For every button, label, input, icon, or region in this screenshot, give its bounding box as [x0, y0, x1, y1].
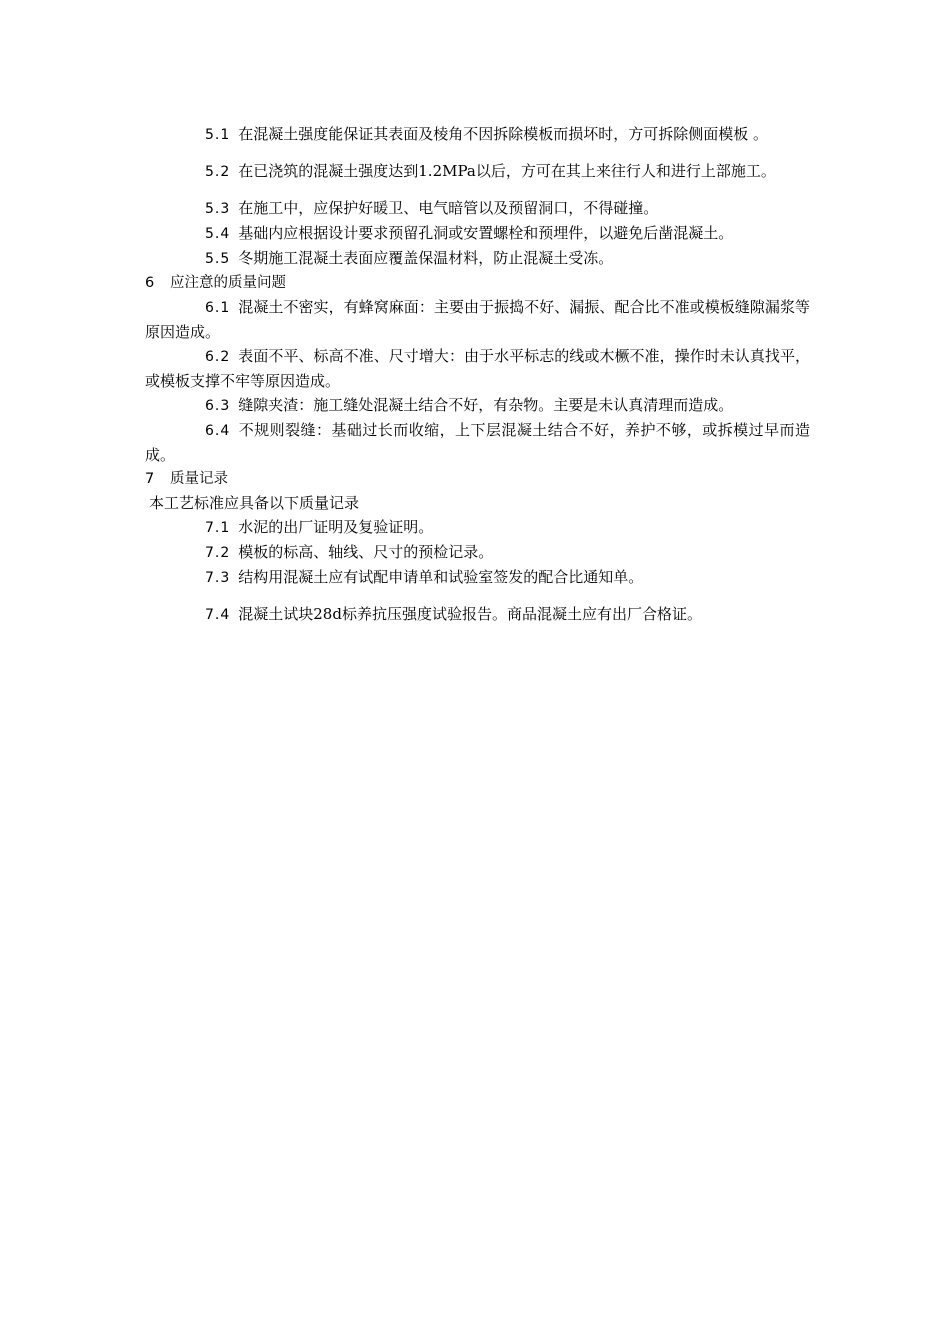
clause-7-1	[145, 515, 810, 540]
clause-number: 7.3	[205, 570, 231, 586]
clause-text: 缝隙夹渣：施工缝处混凝土结合不好，有杂物。主要是未认真清理而造成。	[238, 396, 734, 414]
clause-number: 6.2	[205, 349, 231, 365]
clause-number: 5.2	[205, 164, 231, 180]
clause-text: 混凝土不密实，有蜂窝麻面：主要由于振捣不好、漏振、配合比不准或模板缝隙漏浆等原因造成。	[145, 298, 810, 341]
clause-number: 5.4	[205, 226, 231, 242]
clause-text: 基础内应根据设计要求预留孔洞或安置螺栓和预埋件，以避免后凿混凝土。	[238, 224, 734, 242]
document-body	[145, 122, 810, 627]
clause-6-3	[145, 393, 810, 418]
clause-6-2	[145, 344, 810, 393]
clause-number: 5.3	[205, 201, 231, 217]
section-title: 质量记录	[170, 471, 228, 487]
clause-7-4	[145, 602, 810, 627]
clause-text: 水泥的出厂证明及复验证明。	[238, 518, 434, 536]
clause-5-4	[145, 221, 810, 246]
section-number: 6	[145, 275, 155, 291]
clause-5-2	[145, 159, 810, 184]
clause-6-4	[145, 418, 810, 467]
section-6-heading	[145, 271, 810, 295]
clause-text: 在施工中，应保护好暖卫、电气暗管以及预留洞口，不得碰撞。	[238, 199, 659, 217]
clause-number: 7.1	[205, 520, 231, 536]
clause-number: 5.5	[205, 251, 231, 267]
clause-text: 混凝土试块28d标养抗压强度试验报告。商品混凝土应有出厂合格证。	[238, 605, 702, 623]
clause-5-3	[145, 196, 810, 221]
clause-number: 7.2	[205, 545, 231, 561]
section-number: 7	[145, 471, 155, 487]
clause-number: 6.1	[205, 300, 231, 316]
clause-number: 5.1	[205, 127, 231, 143]
clause-6-1	[145, 295, 810, 344]
clause-text: 不规则裂缝：基础过长而收缩，上下层混凝土结合不好，养护不够，或拆模过早而造成。	[145, 421, 810, 464]
clause-text: 模板的标高、轴线、尺寸的预检记录。	[238, 543, 494, 561]
clause-number: 7.4	[205, 607, 231, 623]
clause-7-3	[145, 565, 810, 590]
section-7-intro: 本工艺标准应具备以下质量记录	[149, 494, 360, 512]
clause-text: 在混凝土强度能保证其表面及棱角不因拆除模板而损坏时，方可拆除侧面模板 。	[238, 125, 769, 143]
clause-text: 表面不平、标高不准、尺寸增大：由于水平标志的线或木橛不准，操作时未认真找平，或模板支撑不牢等原因造成。	[145, 347, 810, 390]
clause-7-2	[145, 540, 810, 565]
clause-5-5	[145, 246, 810, 271]
clause-number: 6.3	[205, 398, 231, 414]
clause-text: 在已浇筑的混凝土强度达到1.2MPa以后，方可在其上来往行人和进行上部施工。	[238, 162, 776, 180]
clause-text: 结构用混凝土应有试配申请单和试验室签发的配合比通知单。	[238, 568, 644, 586]
clause-5-1	[145, 122, 810, 147]
section-7-heading	[145, 467, 810, 491]
clause-text: 冬期施工混凝土表面应覆盖保温材料，防止混凝土受冻。	[238, 249, 614, 267]
section-title: 应注意的质量问题	[170, 275, 286, 291]
clause-number: 6.4	[205, 423, 231, 439]
